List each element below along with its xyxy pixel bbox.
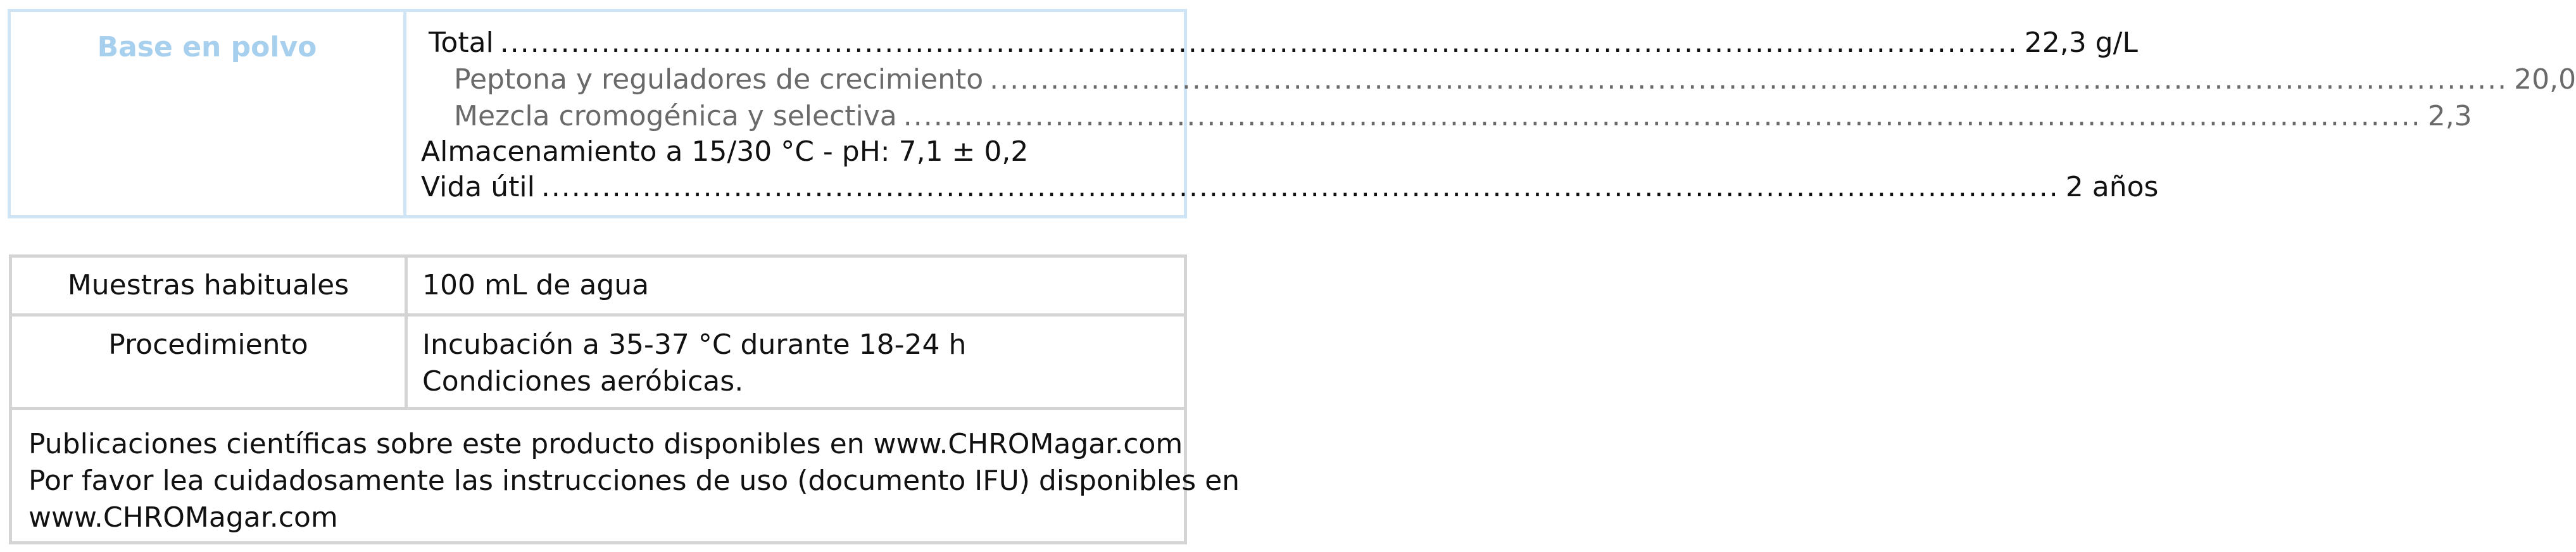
shelf-life-value: 2 años [2065, 171, 2159, 203]
ingredient-value: 2,3 [2427, 100, 2472, 132]
storage-row [421, 134, 1168, 170]
total-label: Total [429, 27, 494, 59]
ingredient-label: Mezcla cromogénica y selectiva [454, 100, 897, 132]
ingredient-row [454, 61, 2576, 98]
footer-line: Publicaciones científicas sobre este producto disponibles en www.CHROMagar.com [28, 428, 1183, 460]
row-divider [12, 313, 1184, 317]
powder-base-heading: Base en polvo [97, 31, 317, 63]
ingredient-row [454, 98, 2472, 135]
composition-table [8, 9, 2576, 218]
shelf-life-row [421, 169, 2159, 206]
usage-table [9, 254, 1240, 544]
column-divider [405, 258, 408, 410]
procedure-line: Condiciones aeróbicas. [422, 365, 744, 398]
row-divider [12, 407, 1184, 410]
leader-dots: ...................................................................................................................................................... [990, 63, 2508, 96]
leader-dots: ...................................................................................................................................................... [541, 171, 2059, 203]
ingredient-label: Peptona y reguladores de crecimiento [454, 63, 984, 96]
shelf-life-label: Vida útil [421, 171, 535, 203]
procedure-line: Incubación a 35-37 °C durante 18-24 h [422, 329, 967, 361]
samples-value: 100 mL de agua [422, 269, 650, 301]
procedure-label: Procedimiento [108, 329, 308, 361]
total-value: 22,3 g/L [2024, 27, 2138, 59]
ingredient-value: 20,0 [2514, 63, 2576, 96]
storage-text: Almacenamiento a 15/30 °C - pH: 7,1 ± 0,2 [421, 135, 1029, 168]
leader-dots: ...................................................................................................................................................... [499, 27, 2018, 59]
footer-line: www.CHROMagar.com [28, 501, 338, 534]
samples-label: Muestras habituales [67, 269, 349, 301]
column-divider [403, 12, 406, 215]
footer-line: Por favor lea cuidadosamente las instrucciones de uso (documento IFU) disponibles en [28, 465, 1240, 497]
leader-dots: ...................................................................................................................................................... [903, 100, 2422, 132]
total-row [429, 25, 2138, 61]
